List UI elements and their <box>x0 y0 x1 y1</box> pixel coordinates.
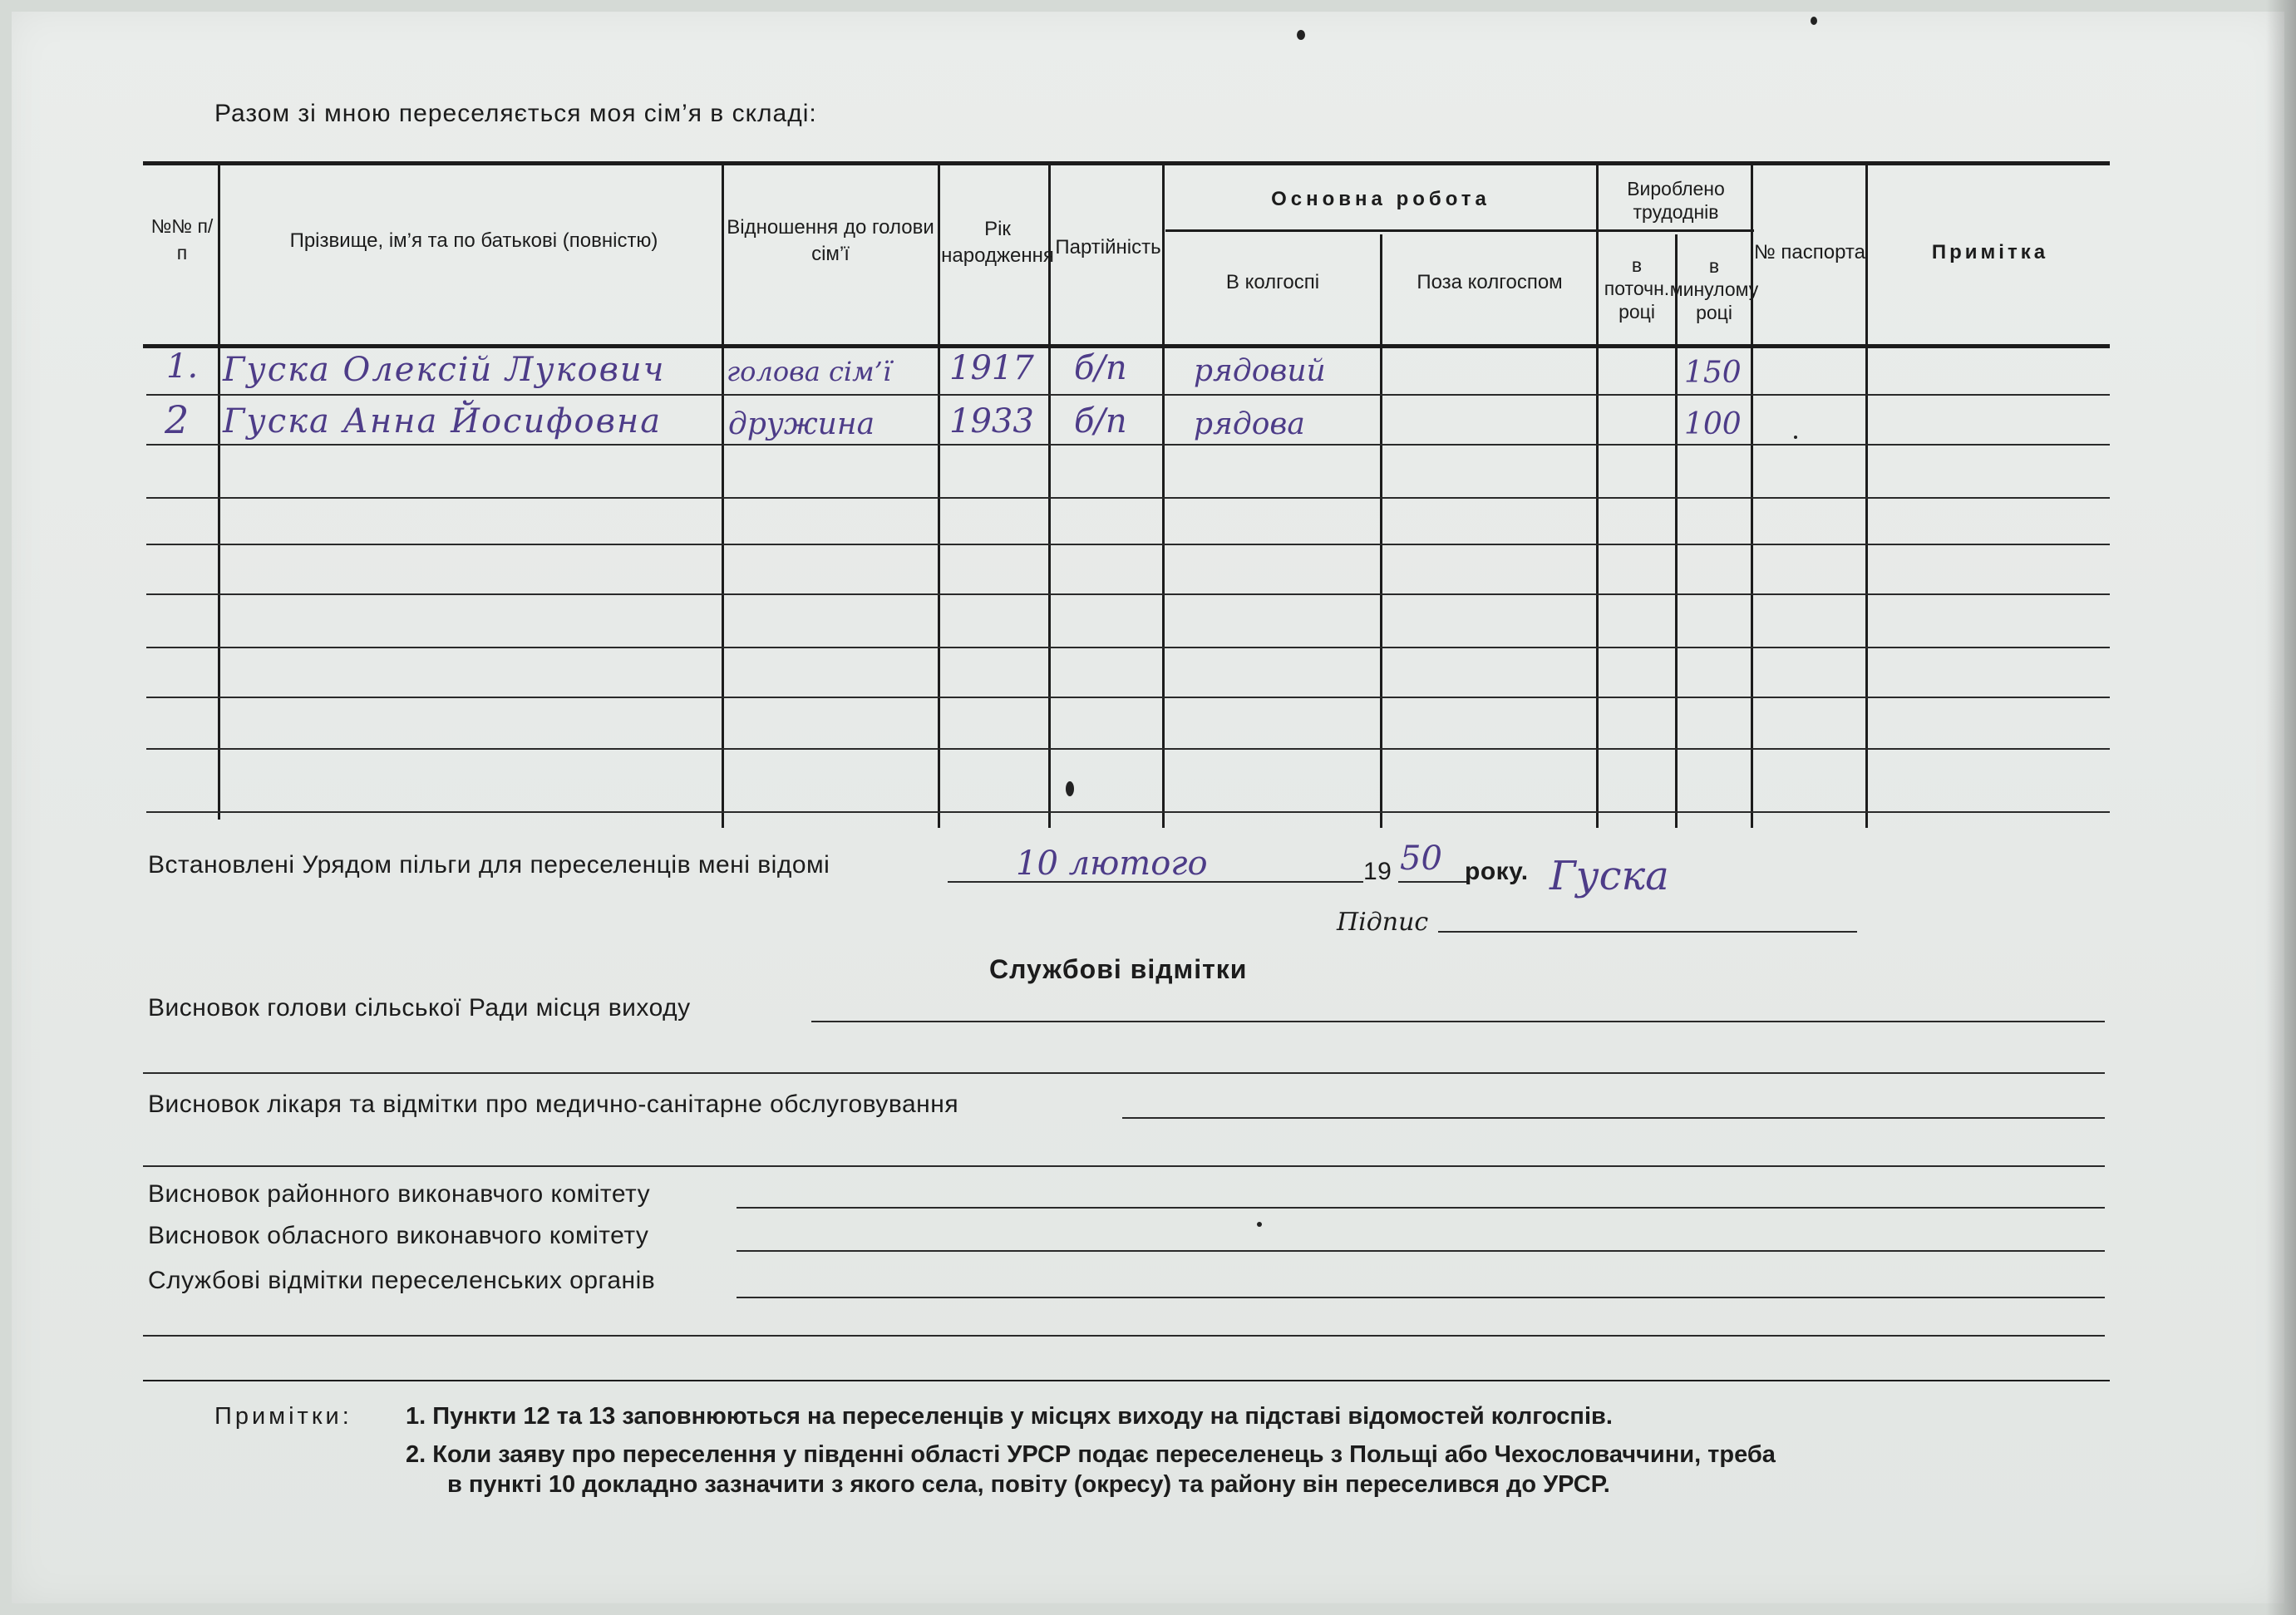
paper-speck <box>1066 781 1074 796</box>
col-divider-10 <box>1865 163 1868 828</box>
benefits-date: 10 лютого <box>1016 844 1208 883</box>
row1-name: Гуска Олексій Лукович <box>223 351 666 389</box>
service-line-2: Висновок лікаря та відмітки про медично-санітарне обслуговування <box>148 1091 959 1118</box>
col-divider-2 <box>722 163 724 828</box>
header-workdays: Вироблено трудоднів <box>1627 178 1725 223</box>
row-line <box>146 444 2110 446</box>
paper-speck <box>1794 436 1797 439</box>
benefits-year-suffix: року. <box>1465 858 1529 885</box>
row-line <box>146 394 2110 396</box>
service-line-3: Висновок районного виконавчого комітету <box>148 1180 651 1208</box>
service-line-4: Висновок обласного виконавчого комітету <box>148 1222 649 1249</box>
header-passport: № паспорта <box>1754 241 1865 263</box>
row-line <box>146 593 2110 595</box>
header-year: Рік народження <box>941 218 1054 267</box>
row1-past-year: 150 <box>1684 356 1742 390</box>
service-fill-4 <box>737 1250 2105 1252</box>
col-divider-1 <box>218 163 220 820</box>
header-note: Примітка <box>1931 241 2049 263</box>
header-relation: Відношення до голови сім’ї <box>727 216 934 265</box>
workdays-divider <box>1598 229 1754 232</box>
main-work-divider <box>1165 229 1596 232</box>
benefits-year: 50 <box>1400 840 1442 878</box>
row2-name: Гуска Анна Йосифовна <box>223 402 663 441</box>
header-outside-kolhosp: Поза колгоспом <box>1417 271 1563 293</box>
paper-speck <box>1811 17 1817 25</box>
row-line <box>146 811 2110 813</box>
row1-num: 1. <box>166 347 199 386</box>
row-line <box>146 748 2110 750</box>
row-line <box>146 697 2110 698</box>
signature-label: Підпис <box>1337 908 1429 937</box>
service-line-5: Службові відмітки переселенських органів <box>148 1267 656 1294</box>
col-divider-7 <box>1596 163 1599 828</box>
col-divider-5 <box>1162 163 1165 828</box>
benefits-year-line <box>1398 881 1468 883</box>
service-fill-1b <box>143 1072 2105 1074</box>
header-party: Партійність <box>1055 236 1161 258</box>
row2-year: 1933 <box>949 402 1034 441</box>
service-fill-2 <box>1122 1117 2105 1119</box>
intro-text: Разом зі мною переселяється моя сім’я в складі: <box>214 100 817 127</box>
header-past-year: в минулому році <box>1669 255 1759 323</box>
row2-past-year: 100 <box>1684 407 1742 441</box>
row1-party: б/п <box>1074 349 1127 387</box>
notes-separator <box>143 1380 2110 1381</box>
header-current-year: в поточн. році <box>1604 254 1670 323</box>
header-in-kolhosp: В колгоспі <box>1225 271 1320 293</box>
notes-label: Примітки: <box>214 1403 352 1430</box>
table-top-border <box>143 161 2110 165</box>
benefits-text: Встановлені Урядом пільги для переселенців мені відомі <box>148 851 830 879</box>
signature-line <box>1438 931 1857 933</box>
row1-year: 1917 <box>949 349 1034 387</box>
service-line-1: Висновок голови сільської Ради місця виходу <box>148 994 691 1022</box>
note-3: в пункті 10 докладно зазначити з якого села, повіту (окресу) та району він переселився до УРСР. <box>447 1471 1610 1498</box>
row2-party: б/п <box>1074 402 1127 441</box>
header-main-work: Основна робота <box>1271 188 1490 210</box>
service-title: Службові відмітки <box>989 954 1248 984</box>
row-line <box>146 497 2110 499</box>
paper-speck <box>1257 1222 1262 1227</box>
col-divider-3 <box>938 163 940 828</box>
note-2: 2. Коли заяву про переселення у південні області УРСР подає переселенець з Польщі або Чехословаччини, треба <box>406 1441 1776 1468</box>
header-num: №№ п/п <box>150 215 214 263</box>
row2-in-kolhosp: рядова <box>1194 407 1305 441</box>
service-fill-1 <box>811 1021 2105 1022</box>
col-divider-6 <box>1380 234 1382 828</box>
table-header-border <box>143 344 2110 348</box>
header-name: Прізвище, ім’я та по батькові (повністю) <box>289 229 658 252</box>
service-fill-3 <box>737 1207 2105 1209</box>
row-line <box>146 544 2110 545</box>
benefits-year-prefix: 19 <box>1363 858 1392 885</box>
row-line <box>146 647 2110 648</box>
row2-num: 2 <box>165 397 190 442</box>
service-fill-5 <box>737 1297 2105 1298</box>
row2-relation: дружина <box>728 407 875 441</box>
row1-relation: голова сім’ї <box>727 356 892 387</box>
note-1: 1. Пункти 12 та 13 заповнюються на переселенців у місцях виходу на підставі відомостей колгоспів. <box>406 1403 1613 1430</box>
signature: Гуска <box>1550 853 1669 899</box>
service-fill-2b <box>143 1165 2105 1167</box>
service-fill-5b <box>143 1335 2105 1337</box>
row1-in-kolhosp: рядовий <box>1194 354 1326 388</box>
paper-speck <box>1297 30 1305 40</box>
